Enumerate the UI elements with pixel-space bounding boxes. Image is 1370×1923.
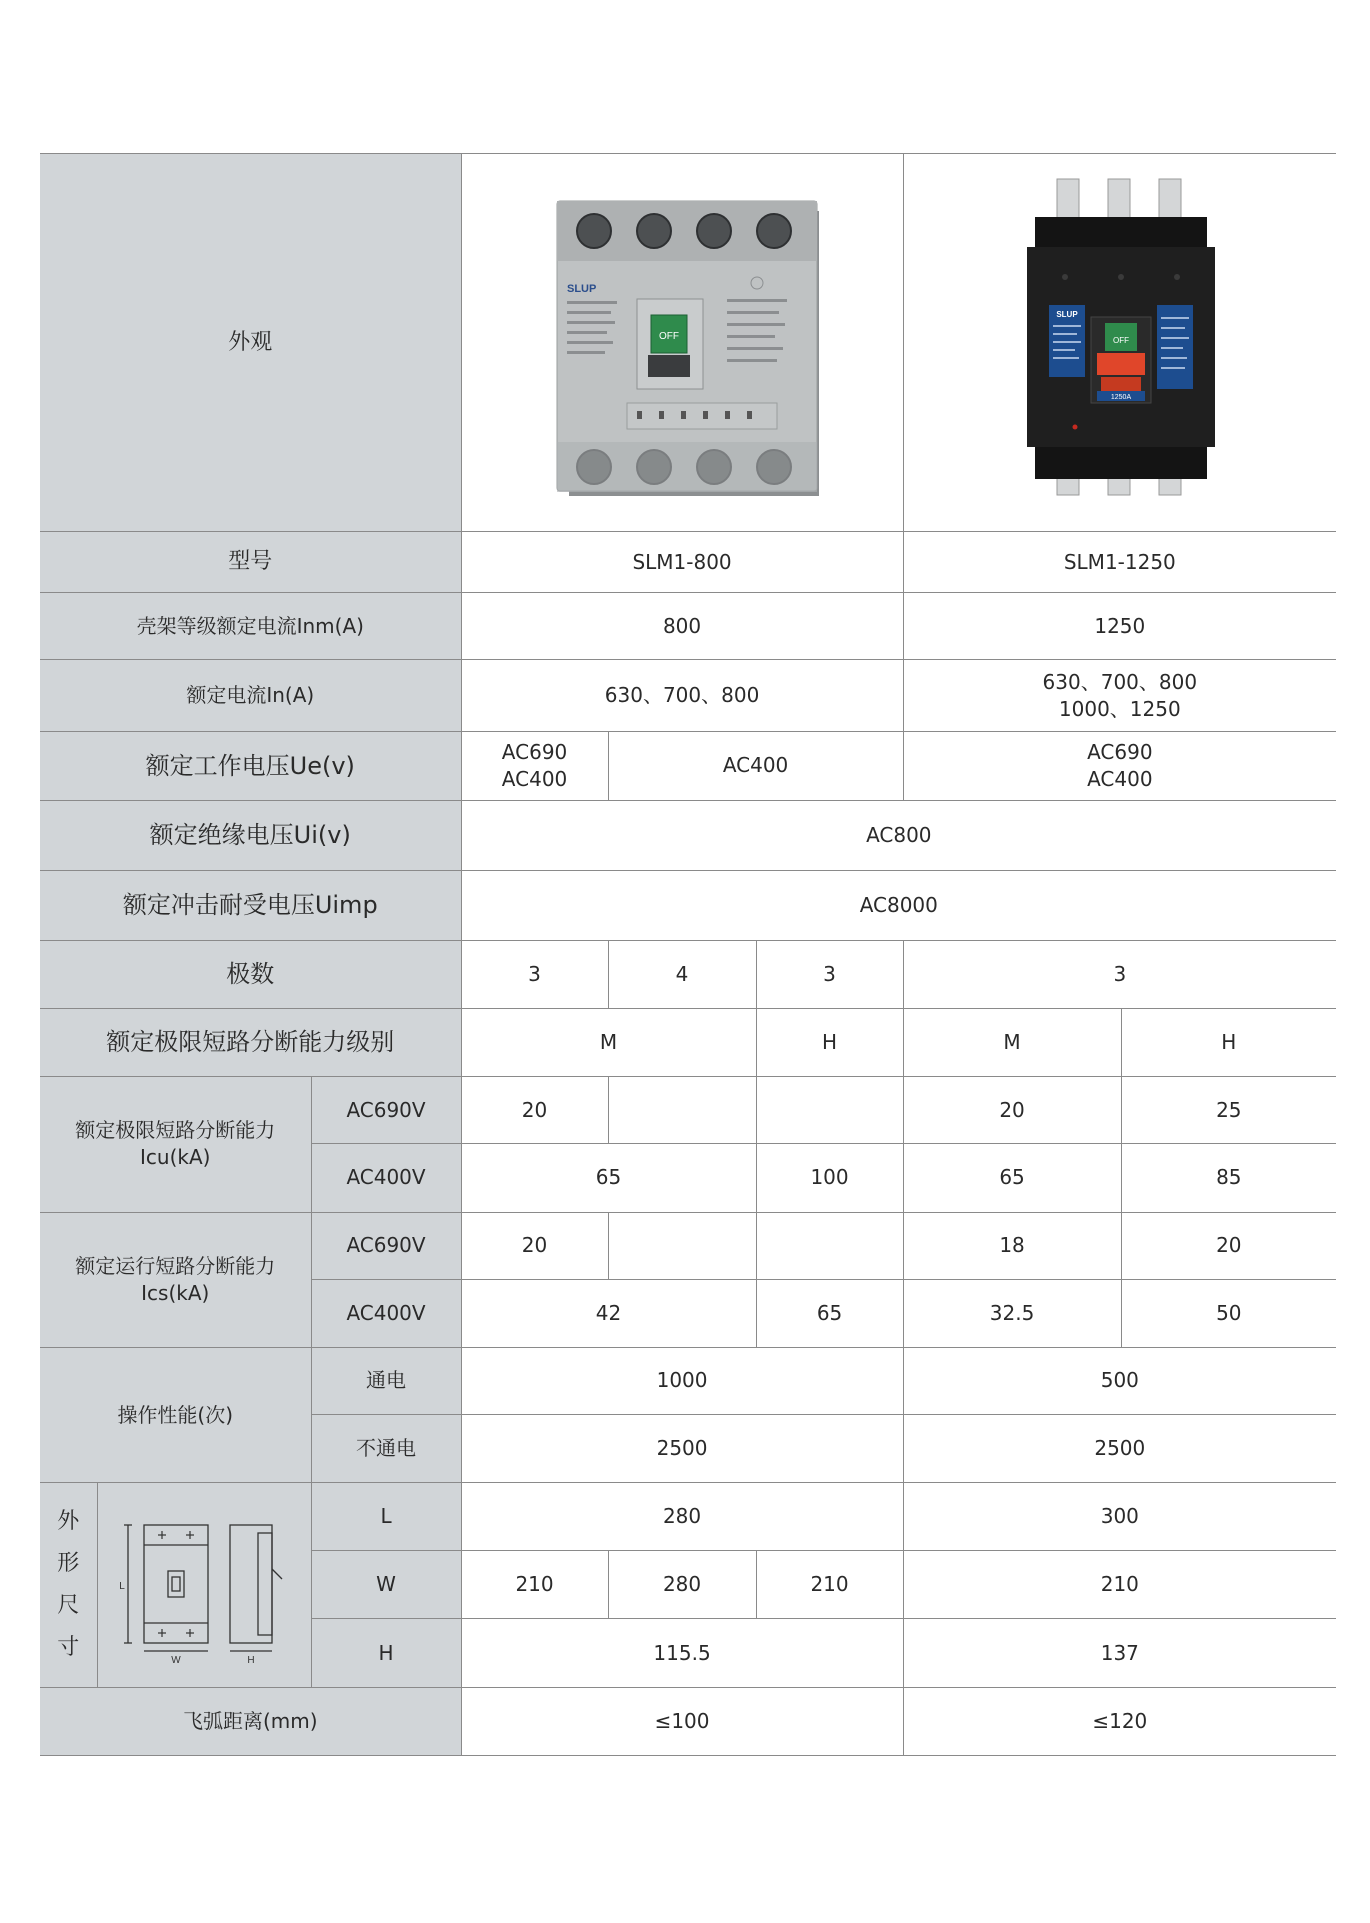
rated-current-label: 额定电流In(A) bbox=[40, 660, 461, 732]
ics-ac400-label: AC400V bbox=[311, 1279, 461, 1347]
dim-h-1250: 137 bbox=[903, 1619, 1336, 1687]
appearance-label: 外观 bbox=[40, 154, 461, 532]
ics-ac690-c4: 18 bbox=[903, 1212, 1121, 1279]
row-dim-l bbox=[40, 1483, 1336, 1551]
poles-c3: 3 bbox=[756, 940, 903, 1008]
arc-distance-label: 飞弧距离(mm) bbox=[40, 1687, 461, 1755]
row-icu-ac690 bbox=[40, 1077, 1336, 1144]
operation-unpowered-800: 2500 bbox=[461, 1415, 903, 1483]
impulse-voltage-label: 额定冲击耐受电压Uimp bbox=[40, 870, 461, 940]
model-800: SLM1-800 bbox=[461, 531, 903, 592]
ics-ac690-label: AC690V bbox=[311, 1212, 461, 1279]
break-level-800-b: H bbox=[756, 1009, 903, 1077]
dimensions-char-2: 形 bbox=[57, 1550, 80, 1576]
row-ics-ac690 bbox=[40, 1212, 1336, 1279]
poles-c1: 3 bbox=[461, 940, 608, 1008]
work-voltage-1250-line1: AC690 bbox=[1087, 739, 1153, 764]
dim-w-c1: 210 bbox=[461, 1551, 608, 1619]
ics-label-line1: 额定运行短路分断能力 bbox=[75, 1253, 276, 1278]
icu-ac400-c3: 100 bbox=[756, 1144, 903, 1212]
model-label: 型号 bbox=[40, 531, 461, 592]
breaker-1250-image bbox=[1005, 177, 1235, 507]
work-voltage-c1 bbox=[461, 732, 608, 800]
work-voltage-label: 额定工作电压Ue(v) bbox=[40, 732, 461, 800]
dim-l-1250: 300 bbox=[903, 1483, 1336, 1551]
image-cell-1250 bbox=[903, 154, 1336, 532]
operation-label: 操作性能(次) bbox=[40, 1347, 311, 1482]
ics-label-line2: Ics(kA) bbox=[141, 1280, 210, 1305]
icu-ac400-c12: 65 bbox=[461, 1144, 756, 1212]
image-cell-800 bbox=[461, 154, 903, 532]
ics-ac690-c3 bbox=[756, 1212, 903, 1279]
row-break-level bbox=[40, 1009, 1336, 1077]
row-work-voltage bbox=[40, 732, 1336, 800]
icu-ac690-c3 bbox=[756, 1077, 903, 1144]
rated-current-800: 630、700、800 bbox=[461, 660, 903, 732]
row-frame-current bbox=[40, 593, 1336, 660]
operation-powered-1250: 500 bbox=[903, 1347, 1336, 1414]
icu-label-line2: Icu(kA) bbox=[140, 1145, 211, 1170]
dimension-diagram-cell bbox=[97, 1483, 311, 1687]
ics-ac400-c5: 50 bbox=[1121, 1279, 1336, 1347]
work-voltage-c1-line1: AC690 bbox=[501, 739, 568, 764]
work-voltage-c1-line2: AC400 bbox=[501, 766, 568, 791]
operation-unpowered-1250: 2500 bbox=[903, 1415, 1336, 1483]
poles-c2: 4 bbox=[608, 940, 756, 1008]
icu-ac690-c5: 25 bbox=[1121, 1077, 1336, 1144]
dim-w-1250: 210 bbox=[903, 1551, 1336, 1619]
ics-label bbox=[40, 1212, 311, 1347]
icu-ac400-c5: 85 bbox=[1121, 1144, 1336, 1212]
ics-ac400-c3: 65 bbox=[756, 1279, 903, 1347]
dim-w-c2: 280 bbox=[608, 1551, 756, 1619]
dimensions-char-1: 外 bbox=[57, 1508, 80, 1534]
impulse-voltage-value: AC8000 bbox=[461, 870, 1336, 940]
arc-distance-1250: ≤120 bbox=[903, 1687, 1336, 1755]
icu-ac400-c4: 65 bbox=[903, 1144, 1121, 1212]
icu-ac690-c2 bbox=[608, 1077, 756, 1144]
row-appearance bbox=[40, 154, 1336, 532]
row-insulation-voltage bbox=[40, 800, 1336, 870]
diagram-label-h: H bbox=[247, 1654, 255, 1665]
ics-ac690-c2 bbox=[608, 1212, 756, 1279]
work-voltage-c2: AC400 bbox=[608, 732, 903, 800]
break-level-1250-a: M bbox=[903, 1009, 1121, 1077]
row-arc-distance bbox=[40, 1687, 1336, 1755]
frame-current-800: 800 bbox=[461, 593, 903, 660]
row-operation-powered bbox=[40, 1347, 1336, 1414]
dim-l-label: L bbox=[311, 1483, 461, 1551]
frame-current-1250: 1250 bbox=[903, 593, 1336, 660]
dim-h-label: H bbox=[311, 1619, 461, 1687]
work-voltage-1250 bbox=[903, 732, 1336, 800]
arc-distance-800: ≤100 bbox=[461, 1687, 903, 1755]
poles-label: 极数 bbox=[40, 940, 461, 1008]
operation-powered-label: 通电 bbox=[311, 1347, 461, 1414]
rated-current-1250-line2: 1000、1250 bbox=[1058, 696, 1181, 721]
dimensions-char-3: 尺 bbox=[57, 1592, 80, 1618]
row-impulse-voltage bbox=[40, 870, 1336, 940]
brand-text-1250: SLUP bbox=[1056, 310, 1078, 320]
frame-current-label: 壳架等级额定电流Inm(A) bbox=[40, 593, 461, 660]
ics-ac690-c1: 20 bbox=[461, 1212, 608, 1279]
breaker-800-image bbox=[527, 187, 837, 497]
row-rated-current bbox=[40, 660, 1336, 732]
icu-label bbox=[40, 1077, 311, 1212]
operation-unpowered-label: 不通电 bbox=[311, 1415, 461, 1483]
icu-label-line1: 额定极限短路分断能力 bbox=[75, 1118, 276, 1143]
poles-1250: 3 bbox=[903, 940, 1336, 1008]
brand-text-800: SLUP bbox=[567, 283, 597, 296]
rating-text-1250: 1250A bbox=[1110, 394, 1131, 402]
diagram-label-l: L bbox=[119, 1580, 125, 1592]
row-model bbox=[40, 531, 1336, 592]
dimensions-char-4: 寸 bbox=[57, 1634, 80, 1660]
insulation-voltage-value: AC800 bbox=[461, 800, 1336, 870]
dim-l-800: 280 bbox=[461, 1483, 903, 1551]
handle-text-800: OFF bbox=[659, 331, 680, 343]
icu-ac690-c4: 20 bbox=[903, 1077, 1121, 1144]
row-poles bbox=[40, 940, 1336, 1008]
handle-text-1250: OFF bbox=[1112, 336, 1129, 346]
rated-current-1250 bbox=[903, 660, 1336, 732]
dimensions-label bbox=[40, 1483, 97, 1687]
model-1250: SLM1-1250 bbox=[903, 531, 1336, 592]
diagram-label-w: W bbox=[171, 1654, 181, 1665]
break-level-label: 额定极限短路分断能力级别 bbox=[40, 1009, 461, 1077]
insulation-voltage-label: 额定绝缘电压Ui(v) bbox=[40, 800, 461, 870]
icu-ac400-label: AC400V bbox=[311, 1144, 461, 1212]
dim-w-label: W bbox=[311, 1551, 461, 1619]
break-level-800-a: M bbox=[461, 1009, 756, 1077]
ics-ac400-c4: 32.5 bbox=[903, 1279, 1121, 1347]
spec-table bbox=[40, 153, 1336, 1756]
operation-powered-800: 1000 bbox=[461, 1347, 903, 1414]
work-voltage-1250-line2: AC400 bbox=[1087, 766, 1153, 791]
rated-current-1250-line1: 630、700、800 bbox=[1042, 669, 1198, 694]
dim-h-800: 115.5 bbox=[461, 1619, 903, 1687]
ics-ac400-c12: 42 bbox=[461, 1279, 756, 1347]
dim-w-c3: 210 bbox=[756, 1551, 903, 1619]
ics-ac690-c5: 20 bbox=[1121, 1212, 1336, 1279]
break-level-1250-b: H bbox=[1121, 1009, 1336, 1077]
icu-ac690-c1: 20 bbox=[461, 1077, 608, 1144]
icu-ac690-label: AC690V bbox=[311, 1077, 461, 1144]
dimension-diagram bbox=[104, 1505, 304, 1665]
